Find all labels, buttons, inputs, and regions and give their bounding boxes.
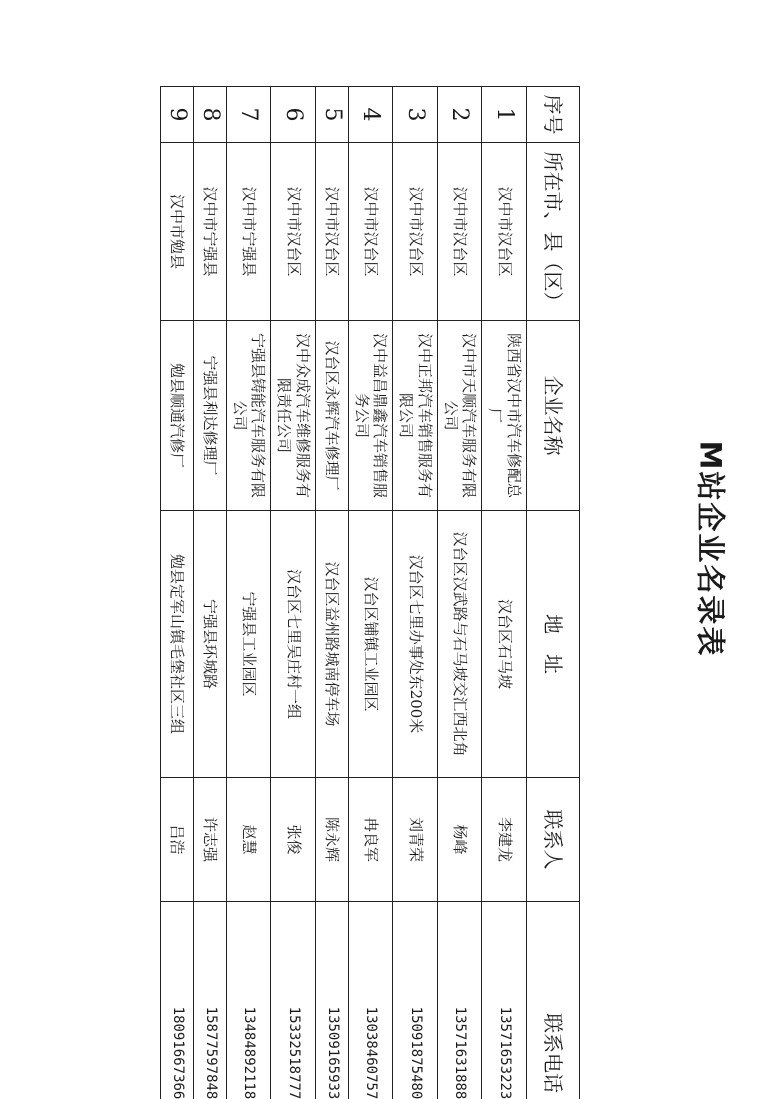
- table-row: [437, 87, 482, 1099]
- cell-address: 汉台区益州路城南停车场: [315, 511, 348, 778]
- cell-phone: 15332518777: [271, 902, 316, 1099]
- cell-company: 宁强县铸能汽车服务有限公司: [226, 321, 271, 511]
- cell-index: 1: [482, 87, 527, 143]
- cell-contact: 冉良军: [348, 778, 393, 902]
- cell-region: 汉中市汉台区: [393, 143, 438, 321]
- cell-contact: 刘青荣: [393, 778, 438, 902]
- cell-phone: 13038460757: [348, 902, 393, 1099]
- cell-region: 汉中市汉台区: [271, 143, 316, 321]
- cell-address: 宁强县环城路: [194, 511, 227, 778]
- table-rotator: [160, 86, 580, 1099]
- cell-phone: 15877597848: [194, 902, 227, 1099]
- header-phone: 联系电话: [527, 902, 580, 1099]
- cell-contact: 许志强: [194, 778, 227, 902]
- cell-index: 9: [161, 87, 194, 143]
- cell-company: 汉中正邦汽车销售服务有限公司: [393, 321, 438, 511]
- cell-contact: 李建龙: [482, 778, 527, 902]
- cell-company: 汉台区永辉汽车修理厂: [315, 321, 348, 511]
- header-contact: 联系人: [527, 778, 580, 902]
- enterprise-table: [160, 86, 580, 1099]
- cell-index: 7: [226, 87, 271, 143]
- table-row: [271, 87, 316, 1099]
- table-row: [315, 87, 348, 1099]
- table-row: [393, 87, 438, 1099]
- cell-phone: 13509165933: [315, 902, 348, 1099]
- cell-region: 汉中市汉台区: [437, 143, 482, 321]
- header-region: 所在市、县（区）: [527, 143, 580, 321]
- cell-company: 勉县顺通汽修厂: [161, 321, 194, 511]
- cell-index: 8: [194, 87, 227, 143]
- cell-phone: 13484892118: [226, 902, 271, 1099]
- cell-contact: 赵慧: [226, 778, 271, 902]
- header-company: 企业名称: [527, 321, 580, 511]
- cell-index: 3: [393, 87, 438, 143]
- cell-region: 汉中市宁强县: [194, 143, 227, 321]
- cell-address: 汉台区汉武路与石马坡交汇西北角: [437, 511, 482, 778]
- table-row: [161, 87, 194, 1099]
- cell-region: 汉中市汉台区: [315, 143, 348, 321]
- cell-company: 宁强县利达修理厂: [194, 321, 227, 511]
- table-row: [348, 87, 393, 1099]
- cell-address: 汉台区七里办事处东200米: [393, 511, 438, 778]
- table-row: [226, 87, 271, 1099]
- table-header-row: [527, 87, 580, 1099]
- cell-company: 汉中众成汽车维修服务有限责任公司: [271, 321, 316, 511]
- cell-region: 汉中市宁强县: [226, 143, 271, 321]
- cell-region: 汉中市勉县: [161, 143, 194, 321]
- header-index: 序号: [527, 87, 580, 143]
- cell-contact: 张俊: [271, 778, 316, 902]
- cell-phone: 13571631888: [437, 902, 482, 1099]
- cell-company: 汉中益昌鼎鑫汽车销售服务公司: [348, 321, 393, 511]
- cell-region: 汉中市汉台区: [348, 143, 393, 321]
- cell-index: 2: [437, 87, 482, 143]
- cell-contact: 陈永辉: [315, 778, 348, 902]
- cell-company: 陕西省汉中市汽车修配总厂: [482, 321, 527, 511]
- cell-company: 汉中市天顺汽车服务有限公司: [437, 321, 482, 511]
- table-row: [194, 87, 227, 1099]
- cell-index: 4: [348, 87, 393, 143]
- cell-address: 勉县定军山镇毛堡社区三组: [161, 511, 194, 778]
- cell-index: 5: [315, 87, 348, 143]
- table-row: [482, 87, 527, 1099]
- cell-address: 汉台区石马坡: [482, 511, 527, 778]
- cell-index: 6: [271, 87, 316, 143]
- cell-contact: 杨峰: [437, 778, 482, 902]
- cell-phone: 15091875480: [393, 902, 438, 1099]
- cell-phone: 13571653223: [482, 902, 527, 1099]
- cell-address: 宁强县工业园区: [226, 511, 271, 778]
- cell-region: 汉中市汉台区: [482, 143, 527, 321]
- header-address: 地 址: [527, 511, 580, 778]
- cell-phone: 18091667366: [161, 902, 194, 1099]
- document-title: M站企业名录表: [693, 440, 728, 658]
- cell-address: 汉台区铺镇工业园区: [348, 511, 393, 778]
- cell-contact: 吕浩: [161, 778, 194, 902]
- cell-address: 汉台区七里吴庄村一组: [271, 511, 316, 778]
